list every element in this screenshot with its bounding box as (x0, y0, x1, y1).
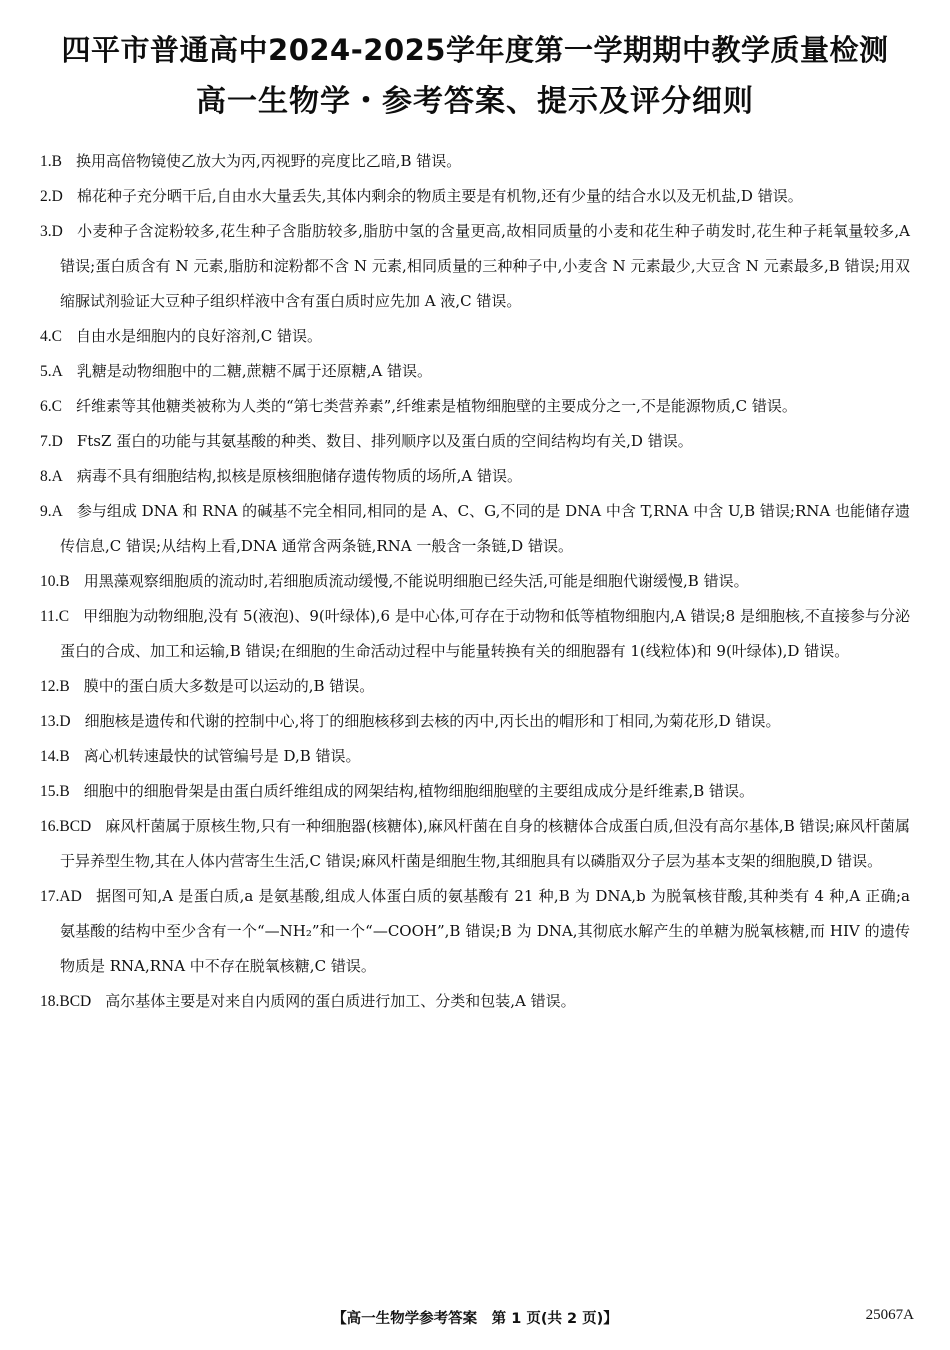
answer-item (40, 879, 910, 984)
answer-item (40, 459, 910, 494)
answer-explanation: 离心机转速最快的试管编号是 D,B 错误。 (83, 747, 361, 765)
page-subtitle: 高一生物学・参考答案、提示及评分细则 (196, 84, 754, 119)
answer-explanation: 小麦种子含淀粉较多,花生种子含脂肪较多,脂肪中氢的含量更高,故相同质量的小麦和花生种子萌发时,花生种子耗氧量较多,A 错误;蛋白质含有 N 元素,脂肪和淀粉都不含 N 元素,相同质量的三种种子中,小麦含 N 元素最少,大豆含 N 元素最多,B 错误;用双缩脲试剂验证大豆种子组织样液中含有蛋白质时应先加 A 液,C 错误。 (60, 222, 910, 310)
answer-number: 17.AD (40, 888, 82, 905)
answer-item (40, 669, 910, 704)
answer-item (40, 424, 910, 459)
answer-explanation: 参与组成 DNA 和 RNA 的碱基不完全相同,相同的是 A、C、G,不同的是 DNA 中含 T,RNA 中含 U,B 错误;RNA 也能储存遗传信息,C 错误;从结构上看,DNA 通常含两条链,RNA 一般含一条链,D 错误。 (60, 502, 910, 555)
answer-explanation: FtsZ 蛋白的功能与其氨基酸的种类、数目、排列顺序以及蛋白质的空间结构均有关,D 错误。 (76, 432, 693, 450)
answer-number: 2.D (40, 188, 63, 205)
answer-number: 11.C (40, 608, 70, 625)
answer-item (40, 144, 910, 179)
answer-explanation: 甲细胞为动物细胞,没有 5(液泡)、9(叶绿体),6 是中心体,可存在于动物和低等植物细胞内,A 错误;8 是细胞核,不直接参与分泌蛋白的合成、加工和运输,B 错误;在细胞的生命活动过程中与能量转换有关的细胞器有 1(线粒体)和 9(叶绿体),D 错误。 (60, 607, 910, 660)
answer-item (40, 774, 910, 809)
answer-item (40, 389, 910, 424)
answer-number: 14.B (40, 748, 70, 765)
answer-explanation: 乳糖是动物细胞中的二糖,蔗糖不属于还原糖,A 错误。 (76, 362, 432, 380)
answer-explanation: 纤维素等其他糖类被称为人类的“第七类营养素”,纤维素是植物细胞壁的主要成分之一,不是能源物质,C 错误。 (75, 397, 797, 415)
answer-number: 12.B (40, 678, 70, 695)
answer-explanation: 用黑藻观察细胞质的流动时,若细胞质流动缓慢,不能说明细胞已经失活,可能是细胞代谢缓慢,B 错误。 (83, 572, 749, 590)
answer-number: 18.BCD (40, 993, 92, 1010)
footer-page-label: 【高一生物学参考答案 第 1 页(共 2 页)】 (332, 1311, 618, 1327)
answer-item (40, 214, 910, 319)
answer-item (40, 494, 910, 564)
answer-explanation: 棉花种子充分晒干后,自由水大量丢失,其体内剩余的物质主要是有机物,还有少量的结合水以及无机盐,D 错误。 (76, 187, 803, 205)
answer-explanation: 据图可知,A 是蛋白质,a 是氨基酸,组成人体蛋白质的氨基酸有 21 种,B 为 DNA,b 为脱氧核苷酸,其种类有 4 种,A 正确;a 氨基酸的结构中至少含有一个“—NH₂”和一个“—COOH”,B 错误;B 为 DNA,其彻底水解产生的单糖为脱氧核糖,而 HIV 的遗传物质是 RNA,RNA 中不存在脱氧核糖,C 错误。 (60, 887, 910, 975)
answer-item (40, 809, 910, 879)
answer-explanation: 病毒不具有细胞结构,拟核是原核细胞储存遗传物质的场所,A 错误。 (76, 467, 522, 485)
answer-number: 3.D (40, 223, 63, 240)
answer-explanation: 自由水是细胞内的良好溶剂,C 错误。 (75, 327, 322, 345)
answer-item (40, 564, 910, 599)
answer-item (40, 319, 910, 354)
answer-item (40, 179, 910, 214)
answer-explanation: 细胞核是遗传和代谢的控制中心,将丁的细胞核移到去核的丙中,丙长出的帽形和丁相同,为菊花形,D 错误。 (84, 712, 781, 730)
answer-number: 13.D (40, 713, 71, 730)
answer-list (40, 144, 910, 1019)
answer-item (40, 739, 910, 774)
answer-number: 9.A (40, 503, 63, 520)
footer-exam-code: 25067A (865, 1307, 914, 1323)
answer-item (40, 354, 910, 389)
answer-explanation: 膜中的蛋白质大多数是可以运动的,B 错误。 (83, 677, 375, 695)
answer-item (40, 704, 910, 739)
answer-number: 15.B (40, 783, 70, 800)
answer-number: 8.A (40, 468, 63, 485)
answer-explanation: 麻风杆菌属于原核生物,只有一种细胞器(核糖体),麻风杆菌在自身的核糖体合成蛋白质,但没有高尔基体,B 错误;麻风杆菌属于异养型生物,其在人体内营寄生生活,C 错误;麻风杆菌是细胞生物,其细胞具有以磷脂双分子层为基本支架的细胞膜,D 错误。 (60, 817, 910, 870)
answer-item (40, 984, 910, 1019)
answer-number: 5.A (40, 363, 63, 380)
answer-item (40, 599, 910, 669)
answer-number: 1.B (40, 153, 62, 170)
answer-explanation: 换用高倍物镜使乙放大为丙,丙视野的亮度比乙暗,B 错误。 (75, 152, 462, 170)
answer-number: 16.BCD (40, 818, 92, 835)
answer-explanation: 细胞中的细胞骨架是由蛋白质纤维组成的网架结构,植物细胞细胞壁的主要组成成分是纤维素,B 错误。 (83, 782, 755, 800)
answer-explanation: 高尔基体主要是对来自内质网的蛋白质进行加工、分类和包装,A 错误。 (105, 992, 576, 1010)
answer-number: 10.B (40, 573, 70, 590)
answer-number: 7.D (40, 433, 63, 450)
answer-number: 6.C (40, 398, 62, 415)
page-title: 四平市普通高中2024-2025学年度第一学期期中教学质量检测 (61, 33, 889, 67)
answer-number: 4.C (40, 328, 62, 345)
